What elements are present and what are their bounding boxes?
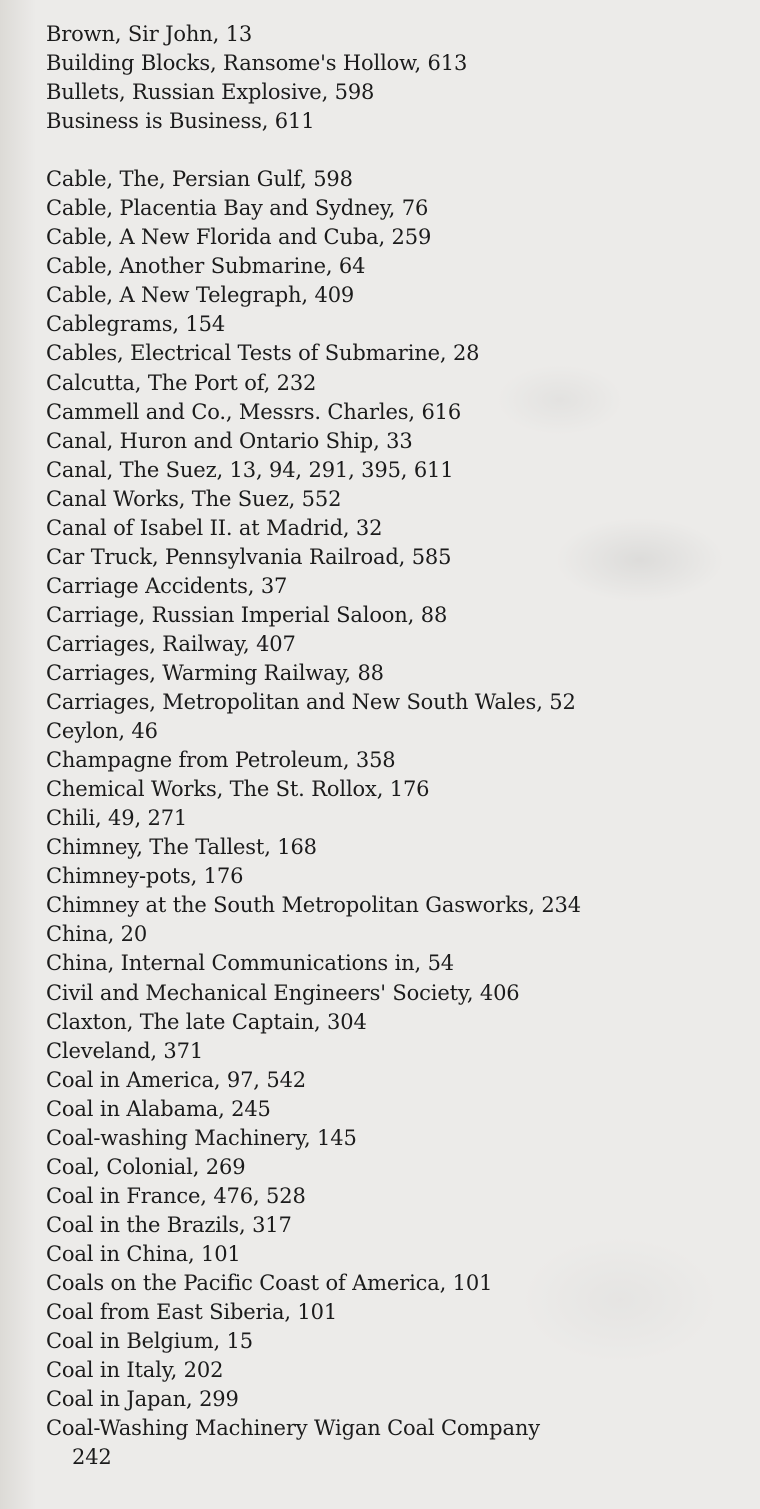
- index-entry: Coal in Belgium, 15: [46, 1329, 253, 1354]
- index-entry: Chimney at the South Metropolitan Gasworks, 234: [46, 893, 581, 918]
- index-entry-page-number: 242: [72, 1445, 112, 1470]
- index-entry: Coal in Italy, 202: [46, 1358, 224, 1383]
- index-entry: Cablegrams, 154: [46, 312, 226, 337]
- page-gutter-shadow: [0, 0, 36, 1509]
- index-entry: Champagne from Petroleum, 358: [46, 748, 396, 773]
- index-entry: Coal, Colonial, 269: [46, 1154, 246, 1179]
- index-entry: Cable, A New Telegraph, 409: [46, 283, 355, 308]
- index-entry-multiline: [46, 1414, 746, 1472]
- index-entry: Cammell and Co., Messrs. Charles, 616: [46, 399, 462, 424]
- index-entry: Cleveland, 371: [46, 1038, 204, 1063]
- index-entry: Claxton, The late Captain, 304: [46, 1009, 367, 1034]
- index-entry: Canal Works, The Suez, 552: [46, 486, 342, 511]
- index-entry: Coal in Alabama, 245: [46, 1096, 271, 1121]
- index-entry: Chimney, The Tallest, 168: [46, 835, 317, 860]
- index-entry: Carriage, Russian Imperial Saloon, 88: [46, 602, 448, 627]
- index-entry: Coal in Japan, 299: [46, 1387, 239, 1412]
- index-entry: Cable, Another Submarine, 64: [46, 254, 366, 279]
- index-entry: Carriages, Railway, 407: [46, 631, 296, 656]
- index-entry: Coal in the Brazils, 317: [46, 1212, 292, 1237]
- index-entry: Carriages, Warming Railway, 88: [46, 660, 384, 685]
- index-entry: Car Truck, Pennsylvania Railroad, 585: [46, 544, 452, 569]
- index-entry: Carriages, Metropolitan and New South Wales, 52: [46, 690, 576, 715]
- index-entry: Coals on the Pacific Coast of America, 101: [46, 1270, 493, 1295]
- index-entry: China, 20: [46, 922, 148, 947]
- index-entry: Cable, A New Florida and Cuba, 259: [46, 225, 432, 250]
- index-entry: China, Internal Communications in, 54: [46, 951, 454, 976]
- index-entry: Coal in China, 101: [46, 1241, 241, 1266]
- index-entry: Chemical Works, The St. Rollox, 176: [46, 777, 430, 802]
- index-entry: Business is Business, 611: [46, 109, 315, 134]
- index-entry: Carriage Accidents, 37: [46, 573, 288, 598]
- index-entry: Calcutta, The Port of, 232: [46, 370, 317, 395]
- index-entry: Chili, 49, 271: [46, 806, 188, 831]
- index-entry: Coal from East Siberia, 101: [46, 1300, 338, 1325]
- index-entry: Bullets, Russian Explosive, 598: [46, 80, 375, 105]
- index-entry: Cable, Placentia Bay and Sydney, 76: [46, 196, 429, 221]
- index-entry: Building Blocks, Ransome's Hollow, 613: [46, 51, 468, 76]
- index-entry: Brown, Sir John, 13: [46, 22, 253, 46]
- index-entry: Cables, Electrical Tests of Submarine, 28: [46, 341, 480, 366]
- index-entry: Chimney-pots, 176: [46, 864, 244, 889]
- index-list: [46, 20, 746, 1472]
- index-entry: Cable, The, Persian Gulf, 598: [46, 167, 353, 192]
- index-entry: Canal, Huron and Ontario Ship, 33: [46, 428, 413, 453]
- index-entry: Canal of Isabel II. at Madrid, 32: [46, 515, 383, 540]
- index-entry: Civil and Mechanical Engineers' Society, 406: [46, 980, 520, 1005]
- section-gap: [46, 136, 746, 165]
- index-entry: Coal-washing Machinery, 145: [46, 1125, 357, 1150]
- index-entry: Canal, The Suez, 13, 94, 291, 395, 611: [46, 457, 454, 482]
- index-entry: Coal in France, 476, 528: [46, 1183, 306, 1208]
- index-entry-text: Coal-Washing Machinery Wigan Coal Company: [46, 1416, 540, 1441]
- index-entry: Ceylon, 46: [46, 719, 158, 744]
- index-entry: Coal in America, 97, 542: [46, 1067, 306, 1092]
